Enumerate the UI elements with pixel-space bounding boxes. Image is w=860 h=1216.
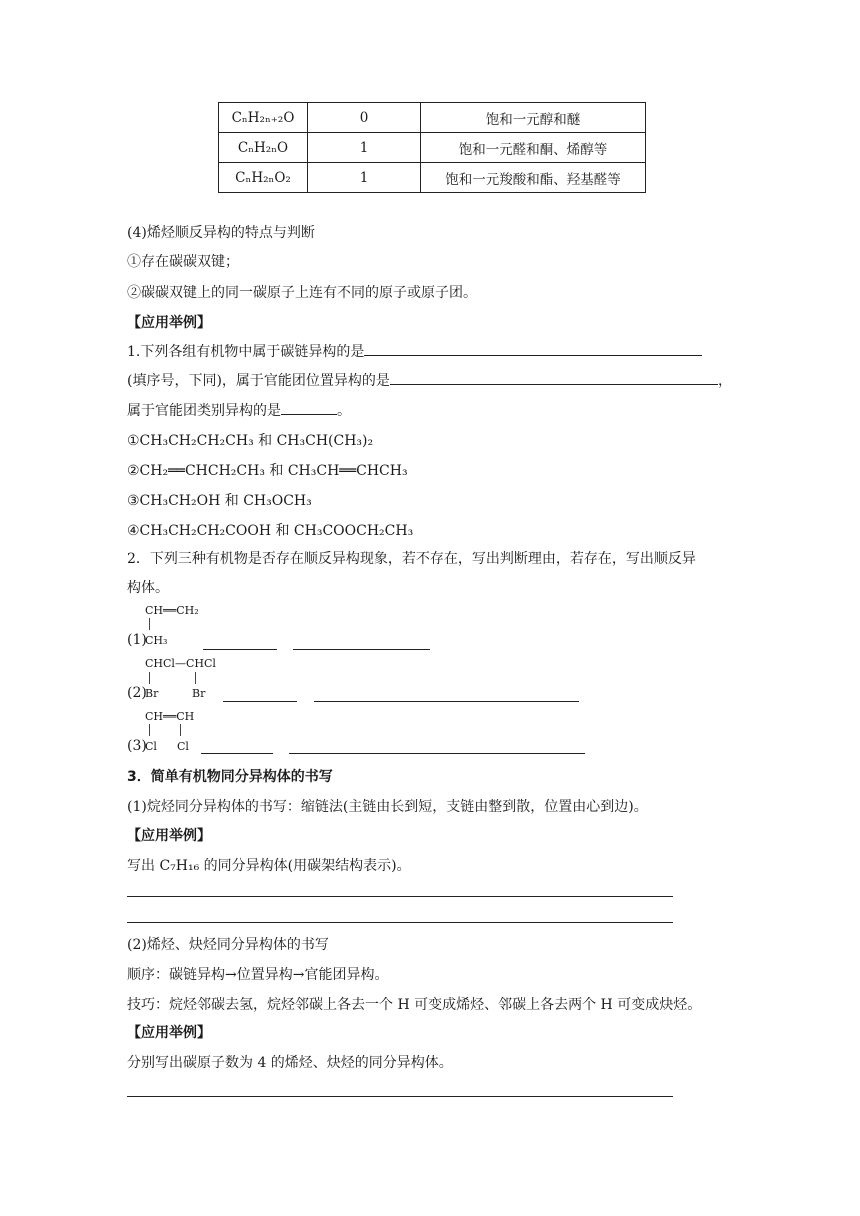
answer-blank[interactable] — [203, 649, 277, 650]
paragraph: 技巧：烷烃邻碳去氢，烷烃邻碳上各去一个 H 可变成烯烃、邻碳上各去两个 H 可变成炔烃。 — [127, 997, 702, 1013]
answer-line[interactable] — [127, 896, 673, 897]
question-text — [127, 400, 351, 420]
question-line: (填序号，下同)，属于官能团位置异构的是 — [127, 373, 390, 389]
structure-substituent: Cl — [145, 740, 157, 753]
example-heading: 【应用举例】 — [127, 315, 211, 331]
formula-table — [218, 102, 646, 193]
structure-label: (2) — [127, 685, 147, 701]
answer-blank[interactable] — [390, 370, 718, 385]
structure-bottom: CH₃ — [145, 634, 168, 647]
answer-blank[interactable] — [293, 649, 430, 650]
answer-line[interactable] — [127, 1096, 673, 1097]
structure-top: CHCl—CHCl — [145, 657, 216, 670]
question-text — [127, 370, 732, 390]
question-text: 2．下列三种有机物是否存在顺反异构现象，若不存在，写出判断理由，若存在，写出顺反异 — [127, 551, 696, 567]
table-row — [219, 133, 646, 163]
bond-line — [195, 672, 196, 684]
table-row — [219, 103, 646, 133]
answer-line[interactable] — [127, 922, 673, 923]
paragraph: ①存在碳碳双键； — [127, 254, 239, 270]
structure-label: (1) — [127, 632, 147, 648]
answer-blank[interactable] — [314, 701, 579, 702]
question-line: 1.下列各组有机物中属于碳链异构的是 — [127, 344, 365, 360]
structure-top: CH══CH — [145, 710, 195, 723]
paragraph: (2)烯烃、炔烃同分异构体的书写 — [127, 937, 329, 953]
punctuation: ， — [717, 373, 732, 389]
table-cell: CₙH₂ₙ₊₂O — [219, 103, 308, 133]
table-cell: 饱和一元醛和酮、烯醇等 — [421, 133, 646, 163]
structure-label: (3) — [127, 738, 147, 754]
example-heading: 【应用举例】 — [127, 1025, 211, 1041]
option-item: ②CH₂══CHCH₂CH₃ 和 CH₃CH══CHCH₃ — [127, 463, 408, 479]
structure-top: CH══CH₂ — [145, 604, 199, 617]
table-cell: 1 — [308, 163, 421, 193]
example-heading: 【应用举例】 — [127, 828, 211, 844]
answer-blank[interactable] — [281, 400, 337, 415]
table-cell: CₙH₂ₙO — [219, 133, 308, 163]
paragraph: ②碳碳双键上的同一碳原子上连有不同的原子或原子团。 — [127, 285, 477, 301]
structure-substituent: Br — [192, 687, 206, 700]
question-text — [127, 341, 702, 361]
section-title: (4)烯烃顺反异构的特点与判断 — [127, 225, 315, 241]
table-cell: 1 — [308, 133, 421, 163]
bond-line — [149, 618, 150, 630]
bond-line — [180, 724, 181, 736]
question-text: 分别写出碳原子数为 4 的烯烃、炔烃的同分异构体。 — [127, 1055, 453, 1071]
answer-blank[interactable] — [223, 701, 297, 702]
answer-blank[interactable] — [201, 753, 273, 754]
option-item: ③CH₃CH₂OH 和 CH₃OCH₃ — [127, 493, 312, 509]
structure-substituent: Cl — [177, 740, 189, 753]
table-cell: CₙH₂ₙO₂ — [219, 163, 308, 193]
structure-substituent: Br — [145, 687, 159, 700]
table-cell: 饱和一元羧酸和酯、羟基醛等 — [421, 163, 646, 193]
paragraph: (1)烷烃同分异构体的书写：缩链法(主链由长到短，支链由整到散，位置由心到边)。 — [127, 799, 648, 815]
bond-line — [149, 672, 150, 684]
question-text: 写出 C₇H₁₆ 的同分异构体(用碳架结构表示)。 — [127, 858, 411, 874]
table-row — [219, 163, 646, 193]
section-title: 3．简单有机物同分异构体的书写 — [127, 769, 333, 785]
answer-blank[interactable] — [289, 753, 585, 754]
question-line: 属于官能团类别异构的是 — [127, 403, 281, 419]
bond-line — [149, 724, 150, 736]
answer-blank[interactable] — [364, 341, 702, 356]
table-cell: 饱和一元醇和醚 — [421, 103, 646, 133]
option-item: ④CH₃CH₂CH₂COOH 和 CH₃COOCH₂CH₃ — [127, 523, 414, 539]
paragraph: 顺序：碳链异构→位置异构→官能团异构。 — [127, 967, 389, 983]
table-cell: 0 — [308, 103, 421, 133]
punctuation: 。 — [337, 403, 351, 419]
question-text: 构体。 — [127, 580, 169, 596]
option-item: ①CH₃CH₂CH₂CH₃ 和 CH₃CH(CH₃)₂ — [127, 433, 374, 449]
